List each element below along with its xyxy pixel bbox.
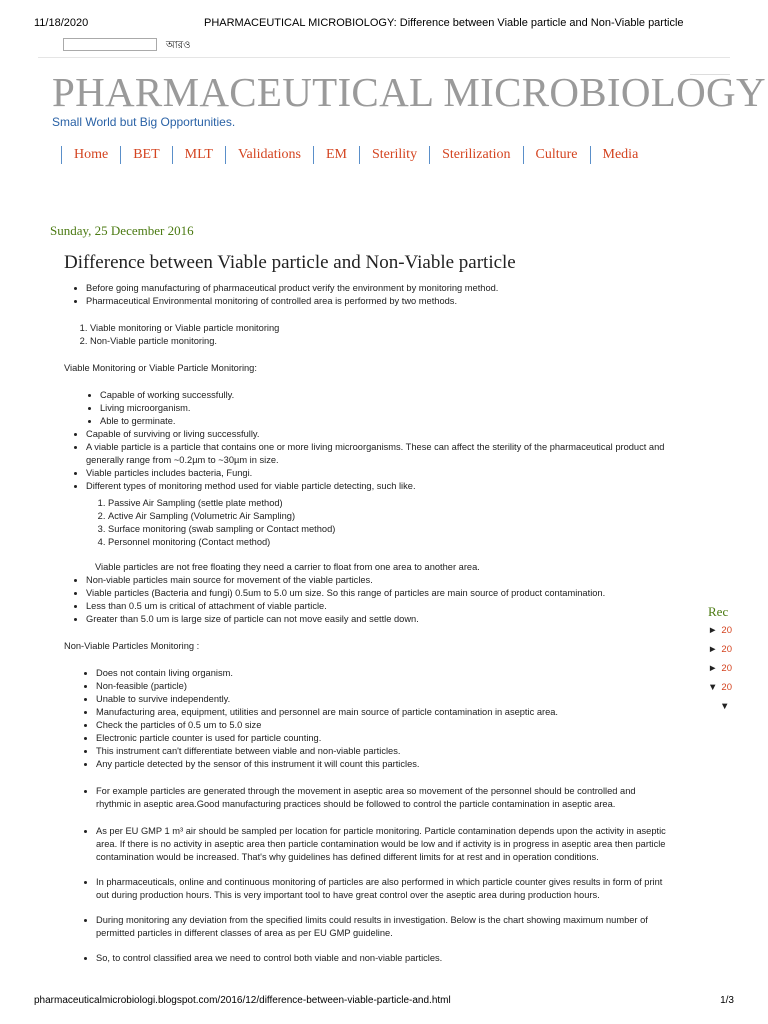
list-item: • So, to control classified area we need to control both viable and non-viable particles.: [96, 952, 672, 965]
archive-year-link[interactable]: 20: [721, 682, 732, 693]
list-item: • Manufacturing area, equipment, utilities and personnel are main source of particle contamination in aseptic area.: [96, 706, 672, 719]
archive-item[interactable]: [708, 644, 768, 658]
post-title[interactable]: Difference between Viable particle and Non-Viable particle: [64, 252, 516, 273]
header-decoration: [690, 74, 730, 78]
archive-year-link[interactable]: 20: [721, 663, 732, 674]
archive-year-link[interactable]: 20: [721, 644, 732, 655]
viable-heading: Viable Monitoring or Viable Particle Monitoring:: [64, 363, 257, 373]
list-item: • This instrument can't differentiate between viable and non-viable particles.: [96, 745, 672, 758]
page-number: 1/3: [720, 995, 734, 1006]
viable-list-2: [64, 574, 672, 626]
list-item: • During monitoring any deviation from the specified limits could results in investigation. Below is the chart showing maximum number of permitted particles in different classes of area as per EU GMP guideline.: [96, 914, 672, 940]
print-date: 11/18/2020: [34, 17, 89, 29]
nav-sterility[interactable]: Sterility: [359, 146, 429, 164]
list-item: 2. Non-Viable particle monitoring.: [90, 335, 672, 348]
nav-sterilization[interactable]: Sterilization: [429, 146, 522, 164]
list-item: 2. Active Air Sampling (Volumetric Air Sampling): [108, 510, 672, 523]
nav-em[interactable]: EM: [313, 146, 359, 164]
list-item: • Electronic particle counter is used for particle counting.: [96, 732, 672, 745]
nav-culture[interactable]: Culture: [523, 146, 590, 164]
list-item: 1. Viable monitoring or Viable particle monitoring: [90, 322, 672, 335]
list-item: • A viable particle is a particle that contains one or more living microorganisms. These can affect the sterility of the pharmaceutical product and generally range from ~0.2µm to ~30µm in size.: [86, 441, 672, 467]
post-body: [64, 282, 672, 965]
viable-list: [64, 428, 672, 493]
header-divider: [38, 57, 730, 58]
list-item: • Less than 0.5 um is critical of attachment of viable particle.: [86, 600, 672, 613]
triangle-right-icon[interactable]: ►: [708, 644, 718, 655]
nav-home[interactable]: Home: [61, 146, 120, 164]
post-date: Sunday, 25 December 2016: [50, 223, 194, 238]
list-item: 3. Surface monitoring (swab sampling or Contact method): [108, 523, 672, 536]
carrier-note: Viable particles are not free floating they need a carrier to float from one area to another area.: [95, 562, 480, 572]
list-item: 4. Personnel monitoring (Contact method): [108, 536, 672, 549]
list-item: • Able to germinate.: [100, 415, 672, 428]
list-item: • In pharmaceuticals, online and continuous monitoring of particles are also performed in which particle counter gives results in form of print out during production hours. This is very important tool to have great control over the aseptic area during production hours.: [96, 876, 672, 902]
list-item: • Before going manufacturing of pharmaceutical product verify the environment by monitoring method.: [86, 282, 672, 295]
sidebar-heading: Rec: [708, 604, 729, 619]
list-item: • Capable of surviving or living successfully.: [86, 428, 672, 441]
paragraph-list: [64, 825, 672, 864]
nav-media[interactable]: Media: [590, 146, 651, 164]
print-document-title: PHARMACEUTICAL MICROBIOLOGY: Difference between Viable particle and Non-Viable particle: [204, 17, 684, 29]
archive-item[interactable]: [708, 625, 768, 639]
triangle-right-icon[interactable]: ►: [708, 625, 718, 636]
triangle-down-icon[interactable]: ▼: [708, 682, 718, 693]
sampling-methods-list: [64, 497, 672, 549]
blog-tagline: Small World but Big Opportunities.: [52, 115, 236, 129]
nonviable-heading: Non-Viable Particles Monitoring :: [64, 641, 200, 651]
viable-sub-list: [64, 389, 672, 428]
print-header: [34, 17, 734, 31]
archive-year-link[interactable]: 20: [721, 625, 732, 636]
list-item: • Pharmaceutical Environmental monitoring of controlled area is performed by two methods.: [86, 295, 672, 308]
search-more-link[interactable]: আরও: [166, 40, 191, 51]
triangle-right-icon[interactable]: ►: [708, 663, 718, 674]
archive-item[interactable]: [708, 682, 768, 696]
list-item: • Greater than 5.0 um is large size of particle can not move easily and settle down.: [86, 613, 672, 626]
triangle-down-icon[interactable]: ▼: [720, 701, 730, 712]
nav-validations[interactable]: Validations: [225, 146, 313, 164]
main-nav: [61, 144, 650, 166]
nav-bet[interactable]: BET: [120, 146, 171, 164]
nav-mlt[interactable]: MLT: [172, 146, 225, 164]
list-item: • Viable particles (Bacteria and fungi) 0.5um to 5.0 um size. So this range of particles are main source of product contamination.: [86, 587, 672, 600]
list-item: • Unable to survive independently.: [96, 693, 672, 706]
list-item: • Living microorganism.: [100, 402, 672, 415]
list-item: • As per EU GMP 1 m³ air should be sampled per location for particle monitoring. Particle contamination depends upon the activity in aseptic area. If there is no activity in aseptic area then particle contamination would be low and if activity is in progress in aseptic area then particle contamination would be increased. That's why guidelines has defined different limits for at rest and in operation conditions.: [96, 825, 672, 864]
archive-item[interactable]: [708, 663, 768, 677]
intro-list: [64, 282, 672, 308]
list-item: • Check the particles of 0.5 um to 5.0 size: [96, 719, 672, 732]
list-item: • For example particles are generated through the movement in aseptic area so movement of the personnel should be controlled and rhythmic in aseptic area.Good manufacturing practices should be followed to control the particle contamination in aseptic area.: [96, 785, 672, 811]
list-item: • Non-feasible (particle): [96, 680, 672, 693]
page-url: pharmaceuticalmicrobiologi.blogspot.com/2016/12/difference-between-viable-particle-and.html: [34, 995, 451, 1006]
paragraph-list: [64, 914, 672, 940]
paragraph-list: [64, 952, 672, 965]
nonviable-list: [64, 667, 672, 771]
list-item: • Different types of monitoring method used for viable particle detecting, such like.: [86, 480, 672, 493]
methods-list: [64, 322, 672, 348]
paragraph-list: [64, 785, 672, 811]
search-input[interactable]: [63, 38, 157, 51]
archive-item[interactable]: [708, 701, 768, 715]
list-item: • Does not contain living organism.: [96, 667, 672, 680]
list-item: • Viable particles includes bacteria, Fungi.: [86, 467, 672, 480]
list-item: 1. Passive Air Sampling (settle plate method): [108, 497, 672, 510]
blog-title[interactable]: PHARMACEUTICAL MICROBIOLOGY: [52, 69, 766, 115]
list-item: • Non-viable particles main source for movement of the viable particles.: [86, 574, 672, 587]
list-item: • Capable of working successfully.: [100, 389, 672, 402]
sidebar-blog-archive: [708, 604, 768, 715]
paragraph-list: [64, 876, 672, 902]
list-item: • Any particle detected by the sensor of this instrument it will count this particles.: [96, 758, 672, 771]
